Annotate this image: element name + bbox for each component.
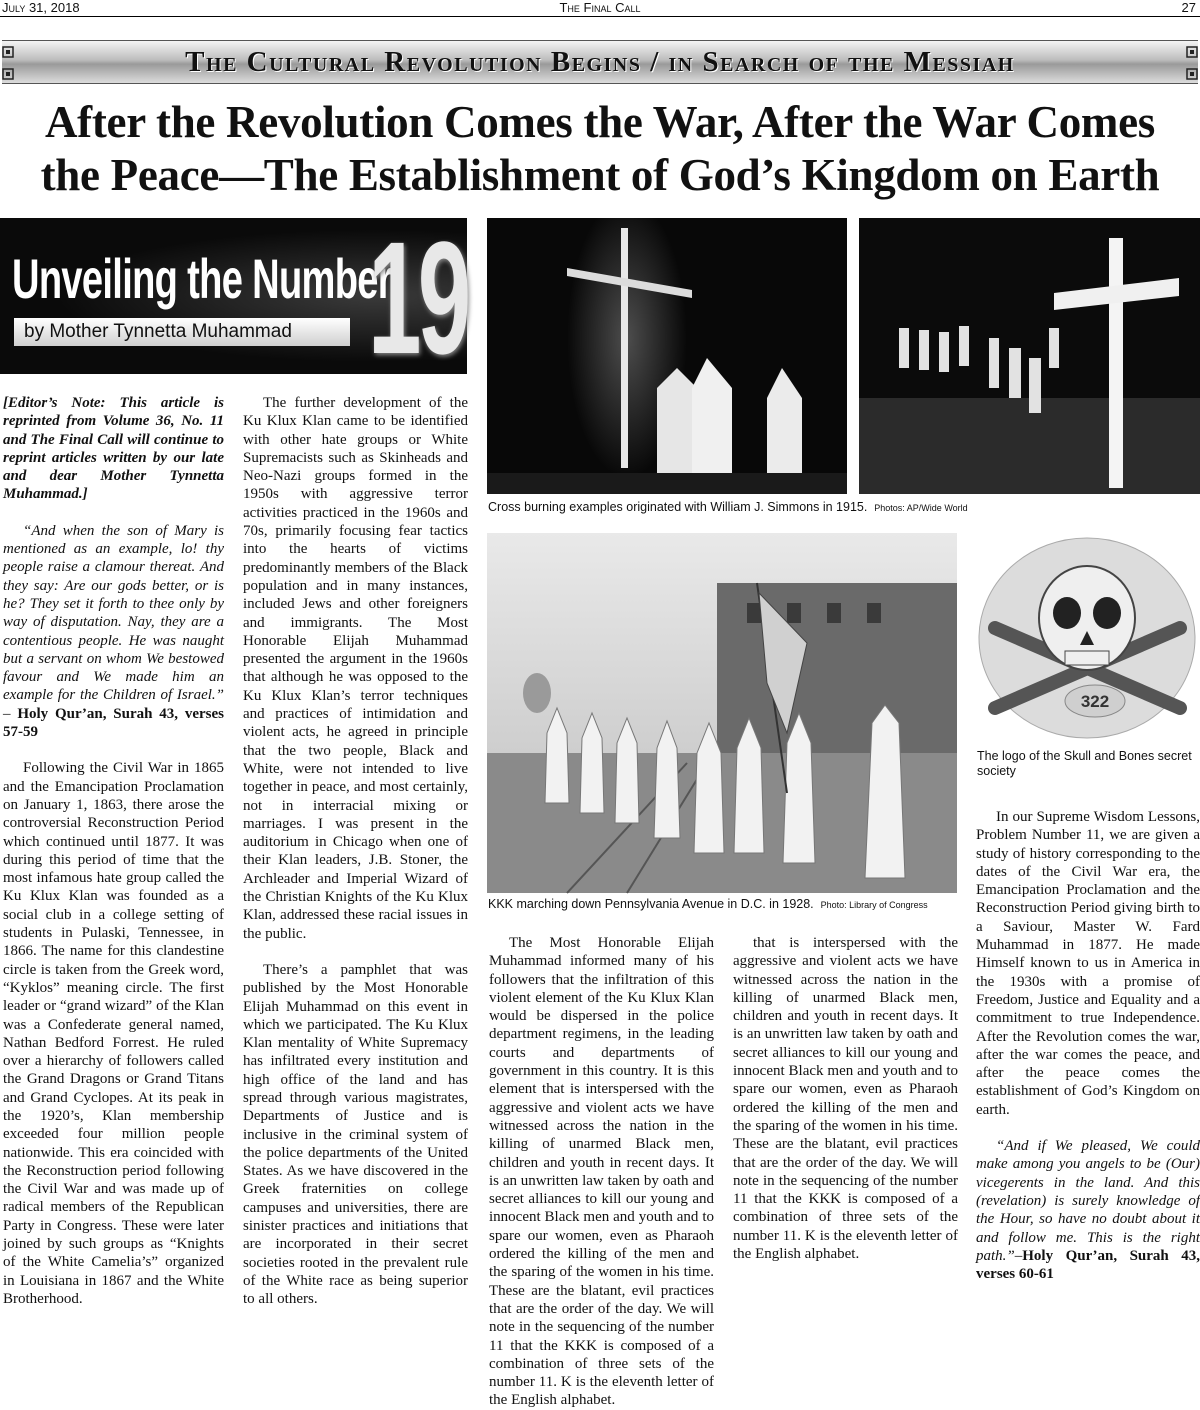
credit-kkk-march: Photo: Library of Congress: [820, 900, 928, 910]
editors-note: [Editor’s Note: This article is reprinted from Volume 36, No. 11 and The Final Call will continue to reprint articles written by our late and dear Mother Tynnetta Muhammad.]: [3, 395, 224, 503]
ornament-right-icon: [1184, 41, 1198, 85]
page-number: 27: [1181, 0, 1196, 15]
section-banner: [2, 40, 1198, 84]
closing-quote-source: Holy Qur’an, Surah 43, verses 60-61: [976, 1247, 1200, 1283]
photo-cross-burning-2: [859, 218, 1200, 494]
banner-title: The Cultural Revolution Begins / in Search of the Messiah: [185, 46, 1015, 78]
article-column-4: [733, 934, 958, 1298]
byline: by Mother Tynnetta Muhammad: [14, 318, 350, 346]
article-column-2: [243, 394, 468, 1324]
skull-and-bones-icon: [975, 533, 1200, 743]
paragraph-4: The Most Honorable Elijah Muhammad informed many of his followers that the infiltration of this violent element of the Ku Klux Klan would be dispersed in the police department regimens, in the leading courts and departments of government in this country. It is this element that is interspersed with the aggressive and violent acts we have witnessed across the nation in the killing of unarmed Black men, children and youth in recent days. It is an unwritten law taken by oath and secret alliances to kill our young and innocent Black men and youth and to spare our women, even as Pharaoh ordered the killing of the men and the sparing of the women in his time. These are the blatant, evil practices that are the order of the day. We will note in the sequencing of the number 11 that the KKK is composed of a combination of three sets of the number 11. K is the eleventh letter of the English alphabet.: [489, 935, 714, 1409]
column-number: 19: [368, 208, 468, 387]
caption-kkk-march-text: KKK marching down Pennsylvania Avenue in D.C. in 1928.: [488, 897, 814, 911]
headline: [0, 96, 1200, 202]
paragraph-3: There’s a pamphlet that was published by the Most Honorable Elijah Muhammad on this event in which we participated. The Ku Klux Klan mentality of White Supremacy has infiltrated every institution and high office of the land and has spread through various magistrates, Departments of Justice and is inclusive in the criminal system of the police departments of the United States. As we have discovered in the Greek fraternities on college campuses and universities, there are sinister practices and initiations that are incorporated in their secret societies rooted in the prevalent rule of the White race as being superior to all others.: [243, 961, 468, 1308]
kkk-march-image: [487, 533, 957, 893]
credit-cross-burning: Photos: AP/Wide World: [874, 503, 968, 513]
photo-kkk-march: [487, 533, 957, 893]
column-title: Unveiling the Number: [12, 247, 392, 310]
opening-quote: [3, 522, 224, 742]
cross-burning-image-2: [859, 218, 1200, 494]
column-logo: [0, 208, 468, 387]
photo-cross-burning-1: [487, 218, 847, 494]
paragraph-5: In our Supreme Wisdom Lessons, Problem Number 11, we are given a study of history corresponding to the dates of the Civil War era, the Emancipation Proclamation and the Reconstruction Period giving birth to a Saviour, Master W. Fard Muhammad in 1877. He made Himself known to us in America in the 1930s with a promise of Freedom, Justice and Equality and a commitment to true Independence. After the Revolution comes the war, after the war comes the peace, and after the peace comes the establishment of God’s Kingdom on earth.: [976, 809, 1200, 1118]
issue-date: July 31, 2018: [2, 0, 80, 15]
paragraph-2: The further development of the Ku Klux Klan came to be identified with other hate groups or White Supremacists such as Skinheads and Neo-Nazi groups formed in the 1950s with aggressive terror activities practiced in the 1960s and 70s, primarily focusing fear tactics into the hearts of victims predominantly members of the Black population and in many instances, included Jews and other foreigners and immigrants. The Most Honorable Elijah Muhammad presented the argument in the 1960s that although he was opposed to the Ku Klux Klan’s terror techniques and practices of intimidation and violent acts, he agreed in principle that the two people, Black and White, were not intended to live together in peace, and most certainly, not in interracial mixing or marriages. I was present in the auditorium in Chicago when one of their Klan leaders, J.B. Stoner, the Archleader and Imperial Wizard of the Christian Knights of the Ku Klux Klan, addressed these racial issues in the public.: [243, 395, 468, 942]
headline-line-1: After the Revolution Comes the War, After the War Comes: [44, 97, 1156, 147]
closing-quote: [976, 1137, 1200, 1283]
caption-cross-burning: [488, 500, 1200, 516]
caption-kkk-march: [488, 897, 968, 913]
caption-cross-burning-text: Cross burning examples originated with William J. Simmons in 1915.: [488, 500, 868, 514]
article-column-3: [489, 934, 714, 1409]
paragraph-4-continued: that is interspersed with the aggressive and violent acts we have witnessed across the nation in the killing of unarmed Black men, children and youth in recent days. It is an unwritten law taken by oath and secret alliances to kill our young and innocent Black men and youth and to spare our women, even as Pharaoh ordered the killing of the men and the sparing of the women in his time. These are the blatant, evil practices that are the order of the day. We will note in the sequencing of the number 11 that the KKK is composed of a combination of three sets of the number 11. K is the eleventh letter of the English alphabet.: [733, 935, 958, 1263]
skull-number: 322: [1080, 692, 1110, 711]
closing-quote-text: “And if We pleased, We could make among you angels to be (Our) vicegerents in the land. And this (revelation) is surely knowledge of the Hour, so have no doubt about it and follow me. This is the right path.”–: [976, 1138, 1200, 1264]
folio-bar: [0, 0, 1200, 17]
newspaper-name: The Final Call: [559, 0, 641, 15]
caption-skull-bones: The logo of the Skull and Bones secret society: [977, 749, 1192, 778]
article-column-1: [3, 394, 224, 1307]
photo-skull-bones: [975, 533, 1200, 743]
opening-quote-text: “And when the son of Mary is mentioned as an example, lo! thy people raise a clamour thereat. And they say: Are our gods better, or is he? They set it forth to thee only by way of disputation. Nay, they are a contentious people. He was naught but a servant on whom We bestowed favour and We made him an example for the Children of Israel.” –: [3, 522, 224, 722]
cross-burning-image-1: [487, 218, 847, 494]
article-column-5: [976, 808, 1200, 1298]
opening-quote-source: Holy Qur’an, Surah 43, verses 57-59: [3, 705, 224, 741]
paragraph-1: Following the Civil War in 1865 and the Emancipation Proclamation on January 1, 1863, there arose the controversial Reconstruction Period which continued until 1877. It was during this period of time that the most infamous hate group called the Ku Klux Klan was founded as a social club in a college setting of students in Pulaski, Tennessee, in 1866. The name for this clandestine circle is taken from the Greek word, “Kyklos” meaning circle. The first leader or “grand wizard” of the Klan was a Confederate general named, Nathan Bedford Forrest. He ruled over a hierarchy of followers called the Grand Dragons or Grand Titans and Grand Cyclopes. At its peak in the 1920’s, Klan membership exceeded four million people nationwide. This era coincided with the Reconstruction period following the Civil War and was made up of radical members of the Republican Party in Congress. These were later joined by such groups as “Knights of the White Camelia’s” organized in Louisiana in 1867 and the White Brotherhood.: [3, 760, 224, 1307]
headline-line-2: the Peace—The Establishment of God’s Kingdom on Earth: [40, 150, 1160, 200]
